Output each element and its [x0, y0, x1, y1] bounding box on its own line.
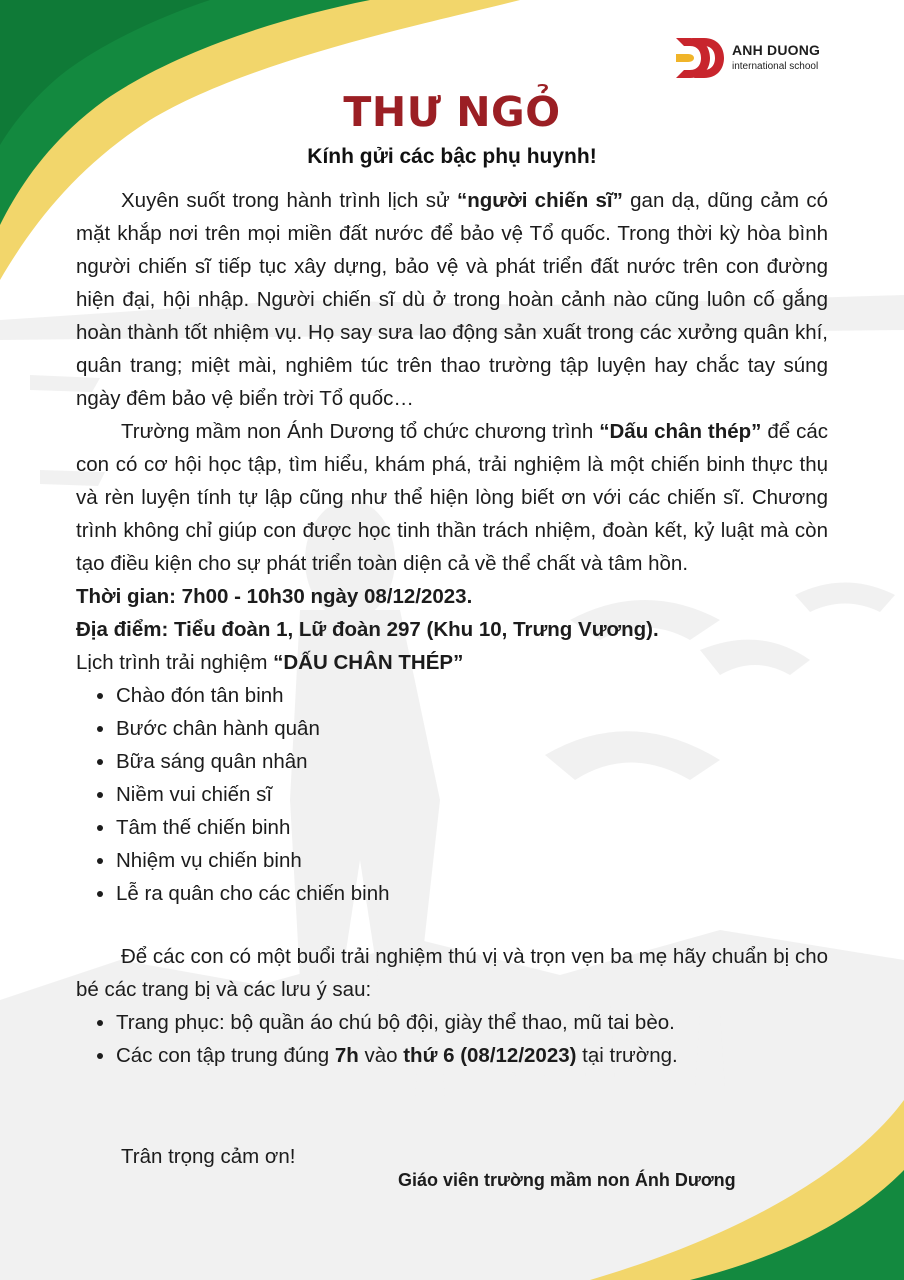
schedule-label: Lịch trình trải nghiệm “DẤU CHÂN THÉP”: [76, 651, 464, 674]
page-title: THƯ NGỎ: [343, 88, 561, 136]
school-subtitle: international school: [732, 61, 819, 72]
list-item: • Niềm vui chiến sĩ: [116, 778, 828, 811]
preparation-paragraph: Để các con có một buổi trải nghiệm thú vị và trọn vẹn ba mẹ hãy chuẩn bị cho bé các trang bị và các lưu ý sau:: [76, 945, 828, 1001]
list-item: • Lễ ra quân cho các chiến binh: [116, 877, 828, 910]
place-line: Địa điểm: Tiểu đoàn 1, Lữ đoàn 297 (Khu 10, Trưng Vương).: [76, 618, 659, 641]
list-item: • Tâm thế chiến binh: [116, 811, 828, 844]
greeting: Kính gửi các bậc phụ huynh!: [307, 145, 597, 168]
list-item: • Nhiệm vụ chiến binh: [116, 844, 828, 877]
list-item: • Bữa sáng quân nhân: [116, 745, 828, 778]
schedule-list: [76, 679, 828, 910]
list-item: • Chào đón tân binh: [116, 679, 828, 712]
thanks-line: Trân trọng cảm ơn!: [121, 1145, 296, 1168]
time-line: Thời gian: 7h00 - 10h30 ngày 08/12/2023.: [76, 585, 473, 608]
preparation-list: [76, 1006, 828, 1072]
list-item: • Bước chân hành quân: [116, 712, 828, 745]
school-logo: [672, 36, 842, 80]
signature: Giáo viên trường mầm non Ánh Dương: [398, 1170, 736, 1190]
program-paragraph: Trường mầm non Ánh Dương tổ chức chương trình “Dấu chân thép” để các con có cơ hội học tập, tìm hiểu, khám phá, trải nghiệm là một chiến binh thực thụ và rèn luyện tính tự lập cũng như thể hiện lòng biết ơn với các chiến sĩ. Chương trình không chỉ giúp con được học tinh thần trách nhiệm, đoàn kết, kỷ luật mà còn tạo điều kiện cho sự phát triển toàn diện cả về thể chất và tâm hồn.: [76, 420, 828, 575]
list-item: • Trang phục: bộ quần áo chú bộ đội, giày thể thao, mũ tai bèo.: [116, 1006, 828, 1039]
list-item: • Các con tập trung đúng 7h vào thứ 6 (08/12/2023) tại trường.: [116, 1039, 828, 1072]
school-logo-icon: [672, 36, 728, 80]
intro-paragraph: Xuyên suốt trong hành trình lịch sử “người chiến sĩ” gan dạ, dũng cảm có mặt khắp nơi trên mọi miền đất nước để bảo vệ Tổ quốc. Trong thời kỳ hòa bình người chiến sĩ tiếp tục xây dựng, bảo vệ và phát triển đất nước trên con đường hiện đại, hội nhập. Người chiến sĩ dù ở trong hoàn cảnh nào cũng luôn cố gắng hoàn thành tốt nhiệm vụ. Họ say sưa lao động sản xuất trong các xưởng quân khí, quân trang; miệt mài, nghiêm túc trên thao trường tập luyện hay chắc tay súng ngày đêm bảo vệ biển trời Tổ quốc…: [76, 189, 828, 410]
school-brand: ANH DUONG: [732, 42, 821, 58]
letter-body: [76, 184, 828, 1072]
